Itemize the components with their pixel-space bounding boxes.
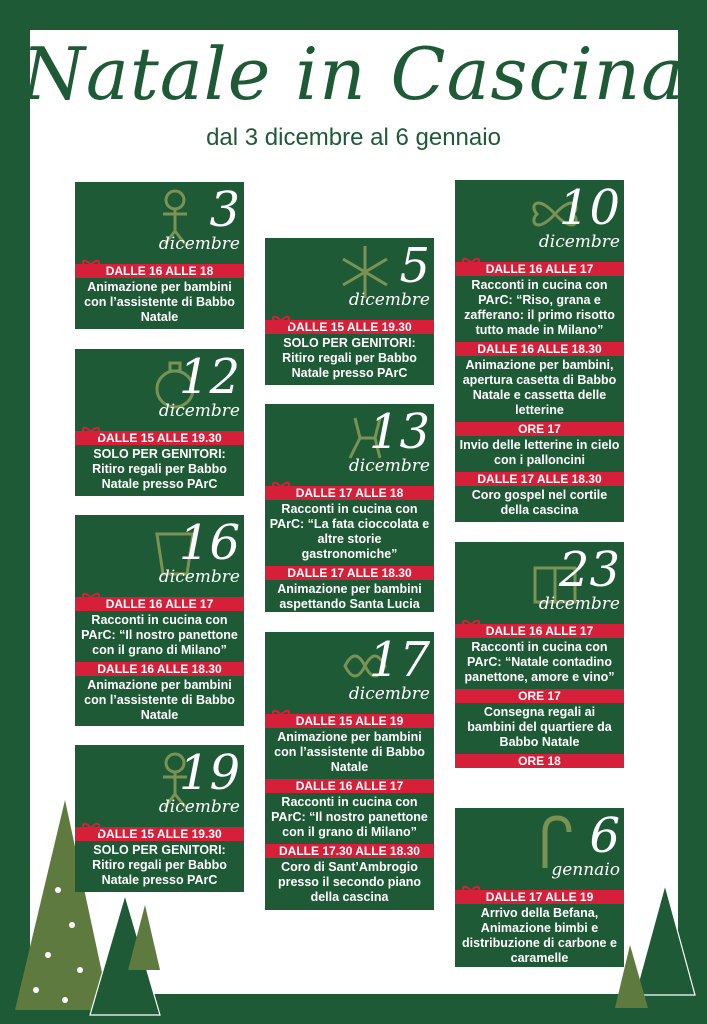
event-time-bar	[265, 486, 434, 500]
event-description: Animazione per bambini aspettando Santa Lucia	[277, 582, 422, 611]
event-description: Racconti in cucina con PArC: “Natale contadino panettone, amore e vino”	[464, 640, 615, 684]
event-time: DALLE 16 ALLE 17	[105, 597, 214, 611]
card-month: dicembre	[158, 234, 240, 254]
event-time: DALLE 17 ALLE 19	[485, 890, 594, 904]
card-header	[265, 238, 434, 320]
event-description: Invio delle letterine in cielo con i palloncini	[459, 438, 620, 467]
card-header	[75, 349, 244, 431]
card-day-number: 12	[178, 349, 240, 405]
event-time-bar	[455, 754, 624, 768]
event-time: DALLE 15 ALLE 19.30	[287, 320, 412, 334]
event-time: ORE 17	[518, 689, 561, 703]
event-time: DALLE 17.30 ALLE 18.30	[279, 844, 420, 858]
event-time: DALLE 16 ALLE 18	[105, 264, 214, 278]
card-month: dicembre	[348, 684, 430, 704]
event-description: SOLO PER GENITORI: Ritiro regali per Babbo Natale presso PArC	[92, 447, 227, 491]
card-header	[75, 515, 244, 597]
event-time-bar	[265, 566, 434, 580]
event-description: Coro gospel nel cortile della cascina	[471, 488, 608, 517]
card-month: dicembre	[538, 232, 620, 252]
card-header	[75, 182, 244, 264]
event-description: Consegna regali ai bambini del quartiere da Babbo Natale	[467, 705, 612, 749]
event-description: Coro di Sant’Ambrogio presso il secondo piano della cascina	[277, 860, 422, 904]
event-time-bar	[455, 422, 624, 436]
card-day-number: 19	[178, 745, 240, 801]
day-card-5-dicembre	[265, 238, 434, 385]
day-card-17-dicembre	[265, 632, 434, 910]
event-time-bar	[265, 714, 434, 728]
card-header	[455, 542, 624, 624]
card-day-number: 3	[209, 182, 240, 238]
event-time: DALLE 17 ALLE 18.30	[287, 566, 412, 580]
event-time-bar	[455, 890, 624, 904]
event-time-bar	[75, 662, 244, 676]
event-description: Animazione per bambini con l’assistente di Babbo Natale	[84, 678, 235, 722]
card-day-number: 10	[558, 180, 620, 236]
day-card-10-dicembre	[455, 180, 624, 522]
card-day-number: 13	[368, 404, 430, 460]
card-month: dicembre	[348, 290, 430, 310]
event-time-bar	[455, 472, 624, 486]
event-time: DALLE 16 ALLE 18.30	[477, 342, 602, 356]
event-time-bar	[455, 624, 624, 638]
card-month: dicembre	[348, 456, 430, 476]
event-description: SOLO PER GENITORI: Ritiro regali per Babbo Natale presso PArC	[282, 336, 417, 380]
event-description: Arrivo della Befana, Animazione bimbi e distribuzione di carbone e caramelle	[462, 906, 617, 965]
card-header	[265, 632, 434, 714]
card-month: dicembre	[158, 567, 240, 587]
event-description: Racconti in cucina con PArC: “Il nostro panettone con il grano di Milano”	[271, 795, 428, 839]
day-card-23-dicembre	[455, 542, 624, 784]
event-time-bar	[265, 844, 434, 858]
event-time-bar	[75, 264, 244, 278]
event-time: DALLE 17 ALLE 18	[295, 486, 404, 500]
event-description: Racconti in cucina con PArC: “La fata cioccolata e altre storie gastronomiche”	[269, 502, 430, 561]
card-month: dicembre	[158, 401, 240, 421]
event-time: DALLE 16 ALLE 17	[485, 624, 594, 638]
event-description: Racconti in cucina con PArC: “Il nostro panettone con il grano di Milano”	[81, 613, 238, 657]
card-header	[75, 745, 244, 827]
card-header	[455, 180, 624, 262]
card-day-number: 23	[558, 542, 620, 598]
card-month: gennaio	[551, 860, 620, 880]
poster-title: Natale in Cascina	[21, 32, 686, 116]
card-day-number: 16	[178, 515, 240, 571]
card-day-number: 6	[589, 808, 620, 864]
day-card-3-dicembre	[75, 182, 244, 329]
card-day-number: 17	[368, 632, 430, 688]
day-card-19-dicembre	[75, 745, 244, 892]
event-description: Racconti in cucina con PArC: “Riso, grana e zafferano: il primo risotto tutto made in Milano”	[464, 278, 615, 337]
day-card-12-dicembre	[75, 349, 244, 496]
card-day-number: 5	[399, 238, 430, 294]
day-card-13-dicembre	[265, 404, 434, 612]
event-time: DALLE 16 ALLE 17	[485, 262, 594, 276]
event-time: DALLE 17 ALLE 18.30	[477, 472, 602, 486]
event-description: Animazione per bambini con l’assistente di Babbo Natale	[274, 730, 425, 774]
poster-subtitle: dal 3 dicembre al 6 gennaio	[206, 124, 501, 151]
day-card-16-dicembre	[75, 515, 244, 726]
event-time-bar	[455, 342, 624, 356]
event-time: ORE 18	[518, 754, 561, 768]
day-card-6-gennaio	[455, 808, 624, 967]
event-time-bar	[265, 320, 434, 334]
event-time-bar	[455, 262, 624, 276]
event-time: DALLE 16 ALLE 18.30	[97, 662, 222, 676]
event-time: ORE 17	[518, 422, 561, 436]
event-time-bar	[75, 597, 244, 611]
event-time: DALLE 15 ALLE 19.30	[97, 431, 222, 445]
card-header	[265, 404, 434, 486]
event-time: DALLE 15 ALLE 19	[295, 714, 404, 728]
card-month: dicembre	[538, 594, 620, 614]
event-description: SOLO PER GENITORI: Ritiro regali per Babbo Natale presso PArC	[92, 843, 227, 887]
event-time-bar	[75, 431, 244, 445]
card-month: dicembre	[158, 797, 240, 817]
christmas-trees-right	[610, 880, 705, 1015]
event-description: Animazione per bambini con l’assistente di Babbo Natale	[84, 280, 235, 324]
event-description: Coro Cai	[513, 770, 566, 784]
event-time: DALLE 15 ALLE 19.30	[97, 827, 222, 841]
event-description: Animazione per bambini, apertura casetta di Babbo Natale e cassetta delle letterine	[462, 358, 617, 417]
event-time-bar	[455, 689, 624, 703]
event-time-bar	[75, 827, 244, 841]
card-header	[455, 808, 624, 890]
event-time-bar	[265, 779, 434, 793]
event-time: DALLE 16 ALLE 17	[295, 779, 404, 793]
